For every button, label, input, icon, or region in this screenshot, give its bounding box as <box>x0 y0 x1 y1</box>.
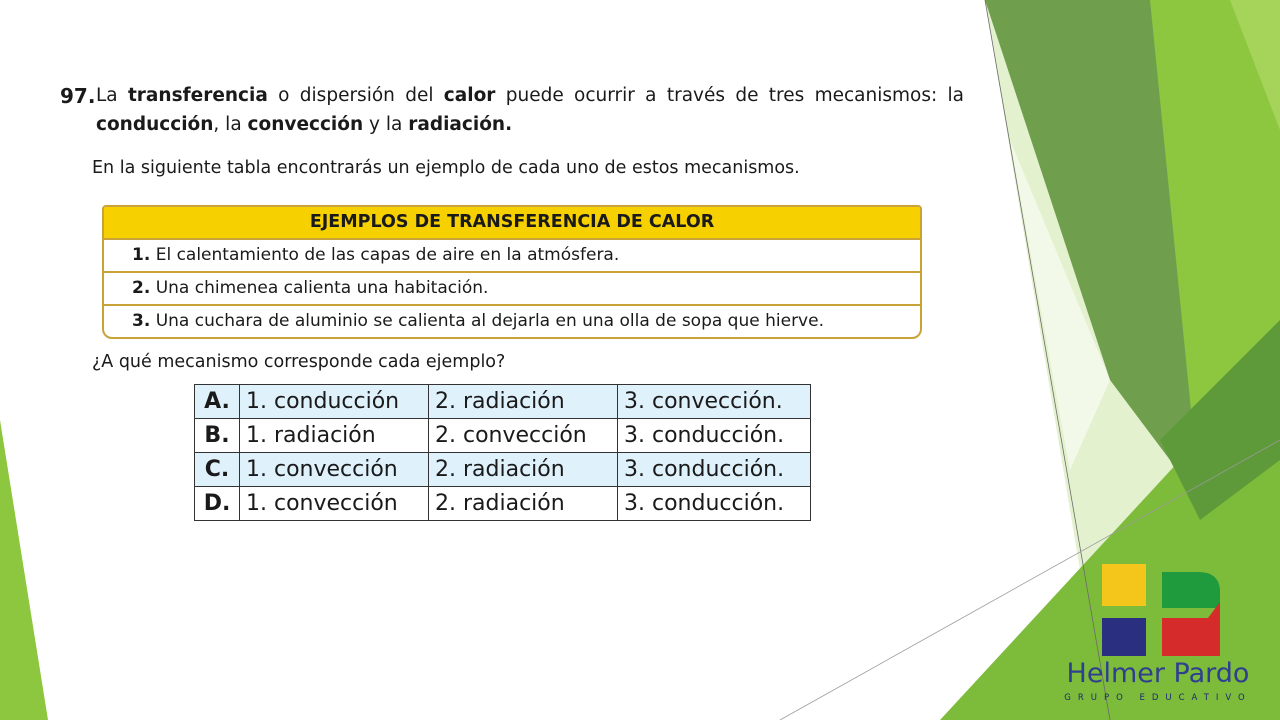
example-text: Una cuchara de aluminio se calienta al dejarla en una olla de sopa que hierve. <box>150 311 824 331</box>
question-keyword: transferencia <box>127 85 268 106</box>
option-cell: 3. conducción. <box>618 419 811 453</box>
option-letter: B. <box>195 419 240 453</box>
question-text-part: , la <box>213 114 248 135</box>
logo-navy-square <box>1102 618 1146 656</box>
option-letter: C. <box>195 453 240 487</box>
intro-text: En la siguiente tabla encontrarás un ejemplo de cada uno de estos mecanismos. <box>92 158 800 178</box>
question-keyword: calor <box>443 85 496 106</box>
question-text-part: puede ocurrir a través de tres mecanismos: la <box>495 85 964 106</box>
option-letter: A. <box>195 385 240 419</box>
question-text-part: y la <box>363 114 409 135</box>
question-text-part: La <box>96 85 128 106</box>
option-cell: 3. conducción. <box>618 487 811 521</box>
question-number: 97. <box>60 84 96 108</box>
option-cell: 2. radiación <box>429 487 618 521</box>
question-keyword: conducción <box>96 114 214 135</box>
example-number: 2. <box>132 278 151 298</box>
option-row-d[interactable] <box>195 487 811 521</box>
option-cell: 1. radiación <box>240 419 429 453</box>
helmer-pardo-logo <box>1058 562 1258 712</box>
option-row-b[interactable] <box>195 419 811 453</box>
examples-table-row <box>104 240 920 273</box>
question-text-part: . <box>505 114 513 135</box>
logo-green-shape <box>1162 572 1220 608</box>
option-cell: 1. convección <box>240 453 429 487</box>
option-cell: 2. convección <box>429 419 618 453</box>
option-row-c[interactable] <box>195 453 811 487</box>
question-keyword: radiación <box>408 114 506 135</box>
question-text <box>96 81 964 139</box>
examples-table-row <box>104 273 920 306</box>
logo-mark-icon <box>1058 562 1258 658</box>
option-cell: 3. convección. <box>618 385 811 419</box>
example-number: 3. <box>132 311 151 331</box>
option-letter: D. <box>195 487 240 521</box>
example-text: El calentamiento de las capas de aire en la atmósfera. <box>150 245 620 265</box>
logo-red-shape <box>1162 602 1220 656</box>
example-number: 1. <box>132 245 151 265</box>
logo-subtitle: GRUPO EDUCATIVO <box>1064 693 1252 703</box>
example-text: Una chimenea calienta una habitación. <box>150 278 489 298</box>
question-keyword: convección <box>247 114 364 135</box>
question-text-part: o dispersión del <box>267 85 444 106</box>
option-row-a[interactable] <box>195 385 811 419</box>
option-cell: 2. radiación <box>429 453 618 487</box>
examples-table-row <box>104 306 920 337</box>
option-cell: 3. conducción. <box>618 453 811 487</box>
prompt-text: ¿A qué mecanismo corresponde cada ejemplo? <box>92 352 506 372</box>
option-cell: 2. radiación <box>429 385 618 419</box>
examples-table <box>102 205 922 339</box>
option-cell: 1. convección <box>240 487 429 521</box>
logo-yellow-square <box>1102 564 1146 606</box>
options-table <box>194 384 811 521</box>
option-cell: 1. conducción <box>240 385 429 419</box>
examples-table-header: EJEMPLOS DE TRANSFERENCIA DE CALOR <box>104 207 920 240</box>
logo-name: Helmer Pardo <box>1066 658 1250 689</box>
left-green-wedge <box>0 420 48 720</box>
